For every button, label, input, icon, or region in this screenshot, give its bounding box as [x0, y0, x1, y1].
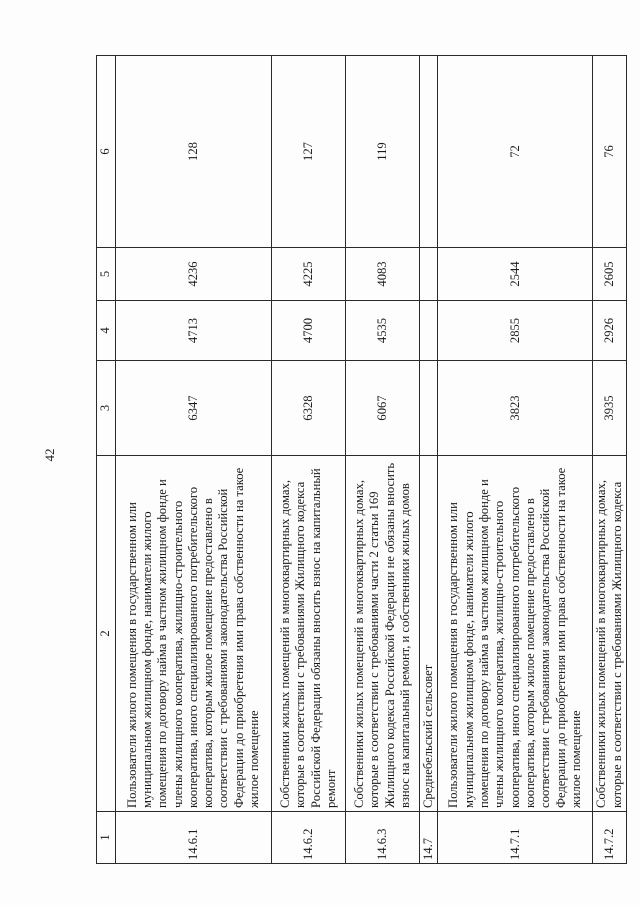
table-header-row	[97, 56, 116, 864]
row-value-col5: 4083	[346, 248, 420, 301]
row-value-col3: 6067	[346, 361, 420, 456]
row-value-col4: 4535	[346, 301, 420, 361]
header-col-3: 3	[97, 361, 116, 456]
row-number: 14.7.1	[438, 812, 593, 864]
row-description: Пользователи жилого помещения в государственном или муниципальном жилищном фонде, наниматели жилого помещения по договору найма в частном жилищном фонде и члены жилищного кооператива, жилищно-строительного кооператива, иного специализированного потребительского кооператива, которым жилое помещение предоставлено в соответствии с требованиями законодательства Российской Федерации до приобретения ими права собственности на такое жилое помещение	[438, 456, 593, 812]
table-row	[116, 56, 272, 864]
row-value-col6: 127	[272, 56, 346, 248]
row-description: Собственники жилых помещений в многоквартирных домах, которые в соответствии с требованиями Жилищного кодекса Российской Федерации обязаны вносить взнос на капитальный ремонт	[272, 456, 346, 812]
header-col-5: 5	[97, 248, 116, 301]
row-description: Пользователи жилого помещения в государственном или муниципальном жилищном фонде, наниматели жилого помещения по договору найма в частном жилищном фонде и члены жилищного кооператива, жилищно-строительного кооператива, иного специализированного потребительского кооператива, которым жилое помещение предоставлено в соответствии с требованиями законодательства Российской Федерации до приобретения ими права собственности на такое жилое помещение	[116, 456, 272, 812]
row-value-col4: 4700	[272, 301, 346, 361]
row-value-col3: 3823	[438, 361, 593, 456]
header-col-2: 2	[97, 456, 116, 812]
table-row	[438, 56, 593, 864]
tariff-table	[96, 55, 627, 864]
section-title: Среднебельский сельсовет	[420, 456, 438, 812]
row-value-col5: 4225	[272, 248, 346, 301]
table-rotated-container	[96, 56, 624, 864]
row-value-col4	[420, 301, 438, 361]
row-description: Собственники жилых помещений в многоквартирных домах, которые в соответствии с требованиями части 2 статьи 169 Жилищного кодекса Российской Федерации не обязаны вносить взнос на капитальный ремонт, и собственники жилых домов	[346, 456, 420, 812]
row-value-col5	[420, 248, 438, 301]
row-value-col5: 2544	[438, 248, 593, 301]
row-number: 14.6.2	[272, 812, 346, 864]
header-col-1: 1	[97, 812, 116, 864]
row-value-col4: 2855	[438, 301, 593, 361]
table-row	[272, 56, 346, 864]
row-value-col3	[420, 361, 438, 456]
row-value-col6	[420, 56, 438, 248]
row-value-col4: 4713	[116, 301, 272, 361]
page-number: 42	[42, 448, 57, 462]
row-value-col4: 2926	[593, 301, 627, 361]
row-number: 14.6.3	[346, 812, 420, 864]
row-value-col3: 3935	[593, 361, 627, 456]
row-value-col6: 119	[346, 56, 420, 248]
header-col-6: 6	[97, 56, 116, 248]
row-value-col6: 72	[438, 56, 593, 248]
row-value-col6: 128	[116, 56, 272, 248]
table-row-section	[420, 56, 438, 864]
table-row	[593, 56, 627, 864]
row-value-col6: 76	[593, 56, 627, 248]
row-number: 14.7	[420, 812, 438, 864]
table-row	[346, 56, 420, 864]
row-number: 14.6.1	[116, 812, 272, 864]
row-value-col5: 4236	[116, 248, 272, 301]
row-value-col5: 2605	[593, 248, 627, 301]
header-col-4: 4	[97, 301, 116, 361]
row-value-col3: 6347	[116, 361, 272, 456]
row-value-col3: 6328	[272, 361, 346, 456]
row-description: Собственники жилых помещений в многоквартирных домах, которые в соответствии с требованиями Жилищного кодекса	[593, 456, 627, 812]
row-number: 14.7.2	[593, 812, 627, 864]
